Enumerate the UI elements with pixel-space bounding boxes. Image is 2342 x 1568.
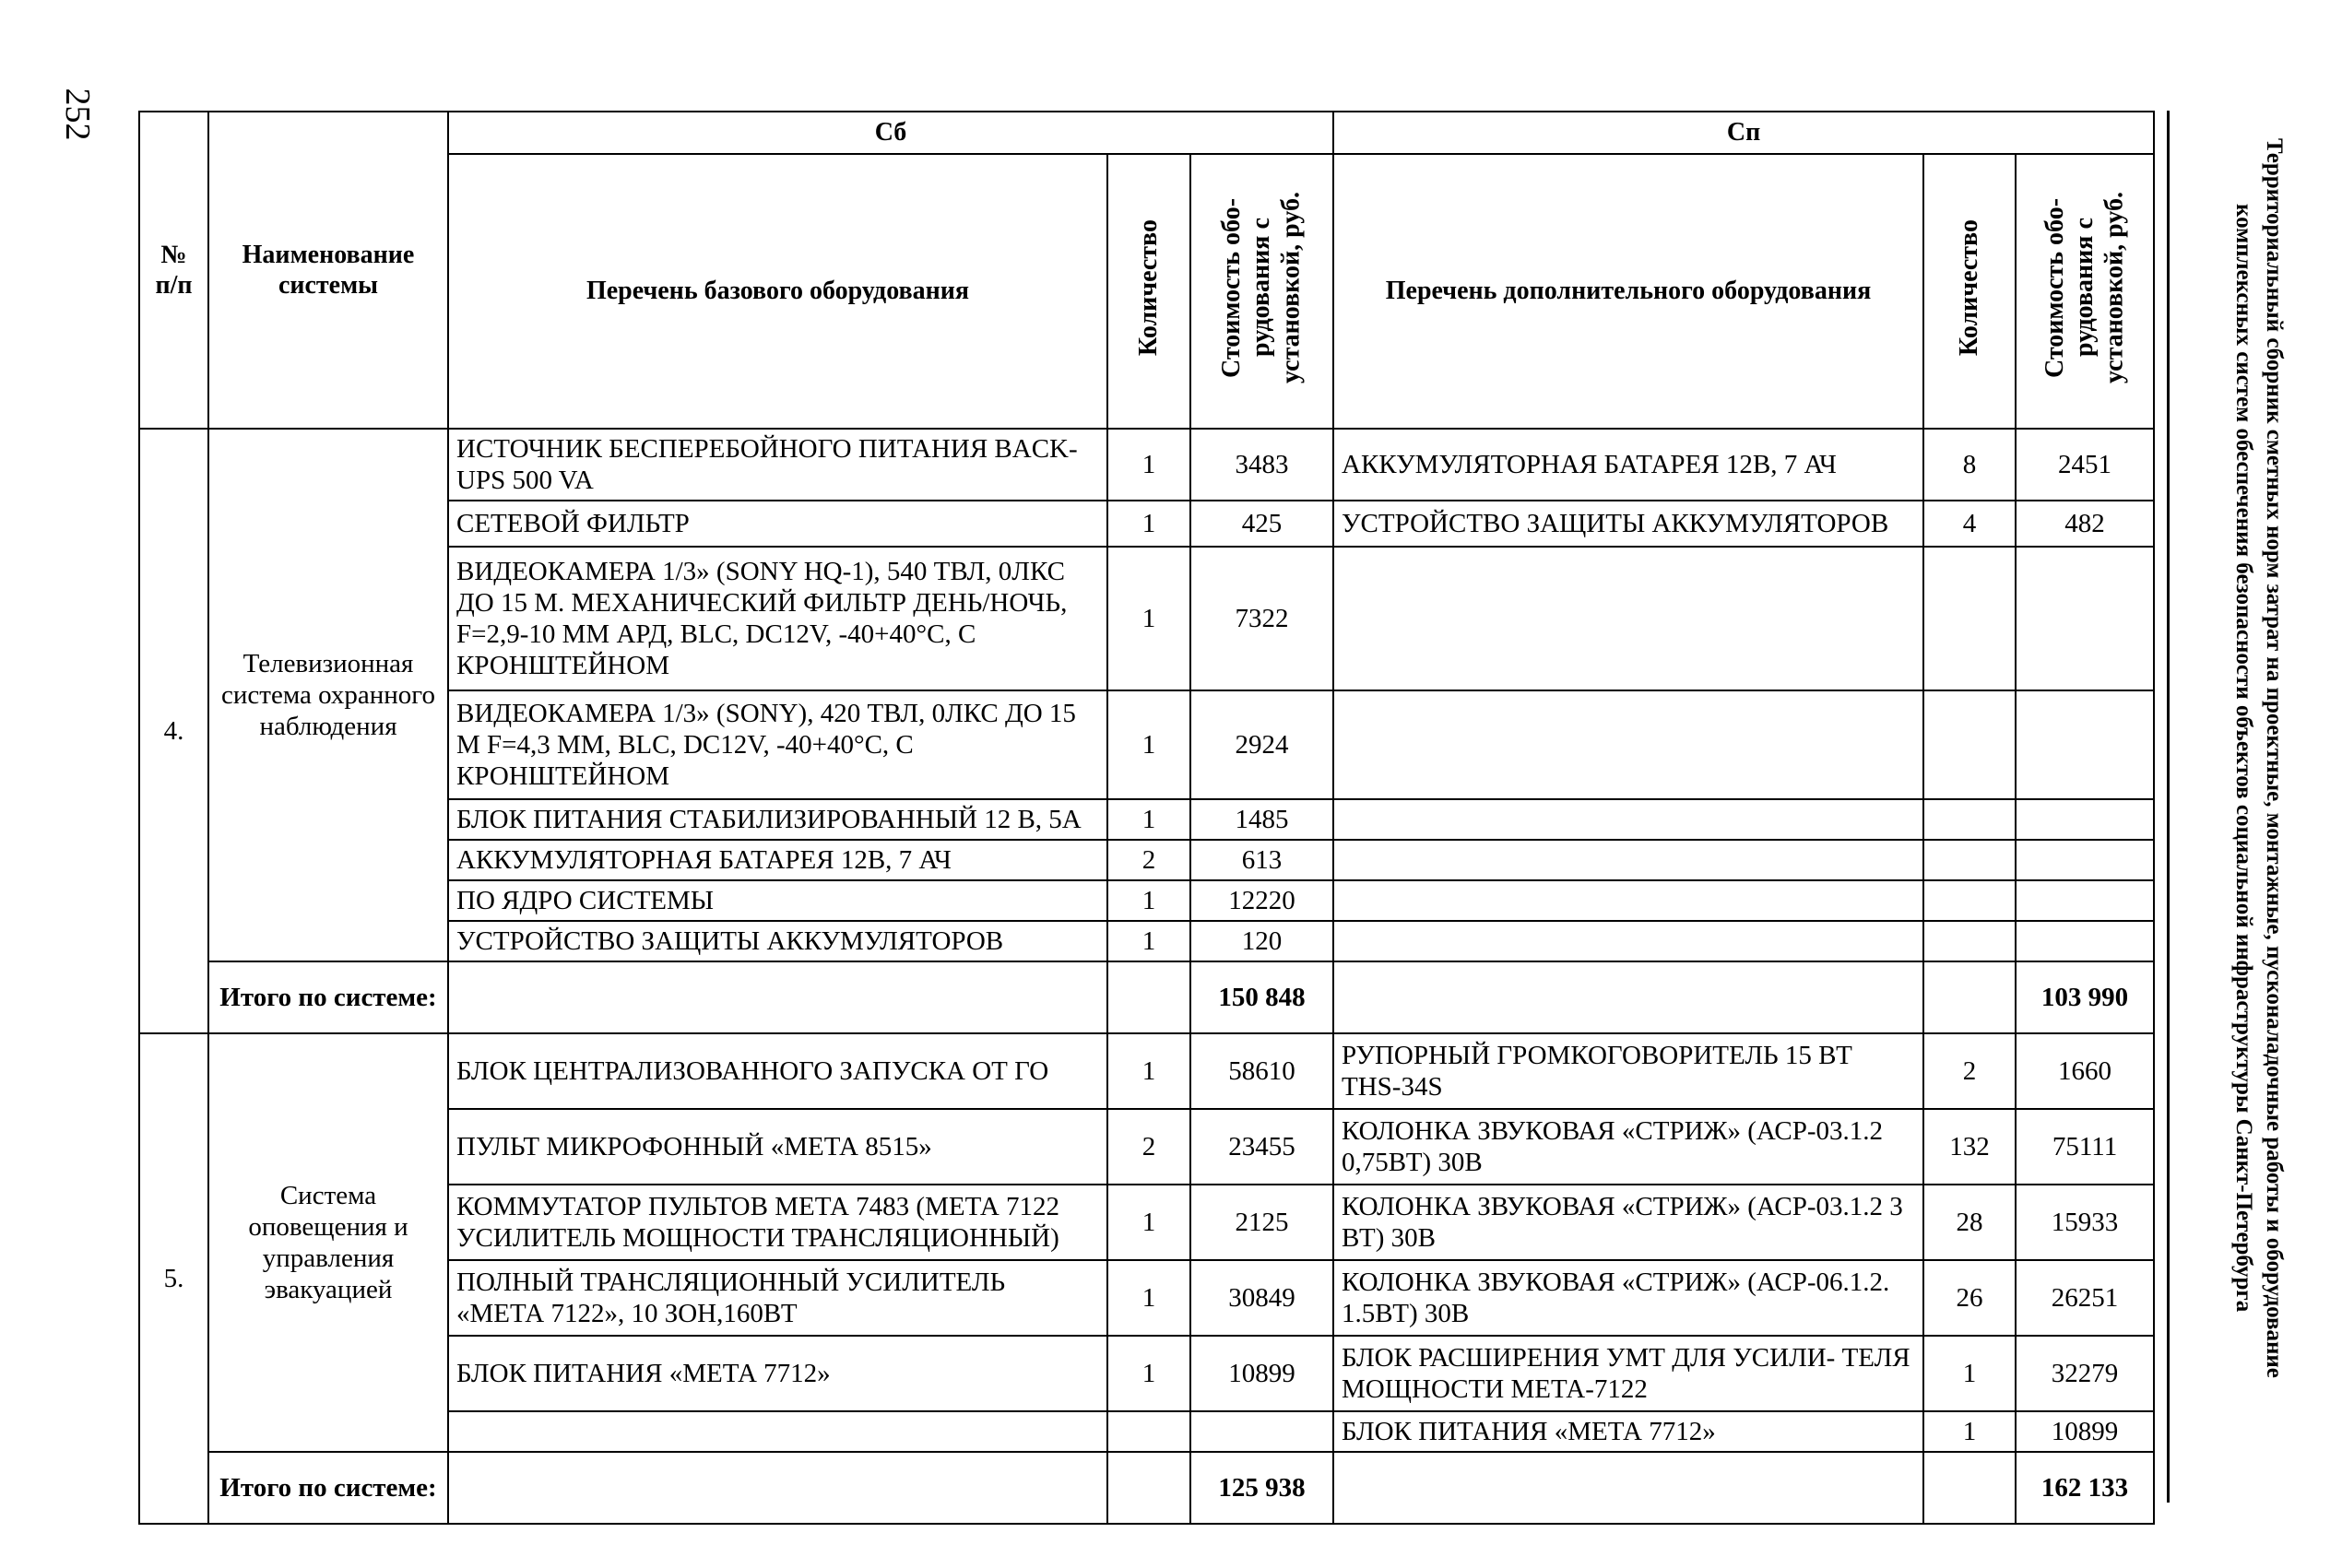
- add-equipment: АККУМУЛЯТОРНАЯ БАТАРЕЯ 12В, 7 АЧ: [1333, 429, 1923, 501]
- add-cost: [2016, 880, 2154, 921]
- add-qty: [1923, 880, 2016, 921]
- base-cost: 1485: [1190, 799, 1333, 840]
- header-cost2-text: Стоимость обо- рудования с установкой, руб.: [2040, 192, 2129, 383]
- running-title-line-1: Территориальный сборник сметных норм затрат на проектные, монтажные, пусконаладочные работы и оборудование: [2262, 137, 2287, 1378]
- add-equipment: УСТРОЙСТВО ЗАЩИТЫ АККУМУЛЯТОРОВ: [1333, 501, 1923, 547]
- total-empty: [448, 1452, 1107, 1524]
- add-qty: 1: [1923, 1336, 2016, 1411]
- header-base-list: Перечень базового оборудования: [448, 154, 1107, 429]
- add-qty: [1923, 840, 2016, 880]
- total-empty: [1923, 1452, 2016, 1524]
- add-cost: [2016, 799, 2154, 840]
- total-empty: [1333, 1452, 1923, 1524]
- base-cost: 2924: [1190, 690, 1333, 799]
- base-cost: 120: [1190, 921, 1333, 961]
- add-equipment: [1333, 547, 1923, 690]
- add-equipment: [1333, 799, 1923, 840]
- add-cost: 10899: [2016, 1411, 2154, 1452]
- total-base-cost: 125 938: [1190, 1452, 1333, 1524]
- base-equipment: СЕТЕВОЙ ФИЛЬТР: [448, 501, 1107, 547]
- base-qty: 1: [1107, 1185, 1190, 1260]
- row-num: 5.: [139, 1033, 208, 1524]
- add-equipment: КОЛОНКА ЗВУКОВАЯ «СТРИЖ» (АСР-03.1.2 0,75ВТ) 30В: [1333, 1109, 1923, 1185]
- base-equipment: БЛОК ПИТАНИЯ СТАБИЛИЗИРОВАННЫЙ 12 В, 5А: [448, 799, 1107, 840]
- header-cp: Сп: [1333, 112, 2154, 154]
- header-num: № п/п: [139, 112, 208, 429]
- base-qty: 1: [1107, 501, 1190, 547]
- add-qty: 26: [1923, 1260, 2016, 1336]
- header-cb: Сб: [448, 112, 1333, 154]
- header-cost2: [2016, 154, 2154, 429]
- header-cost-text: Стоимость обо- рудования с установкой, руб.: [1217, 192, 1306, 383]
- base-cost: 30849: [1190, 1260, 1333, 1336]
- base-cost: 10899: [1190, 1336, 1333, 1411]
- base-qty: 1: [1107, 547, 1190, 690]
- add-equipment: [1333, 880, 1923, 921]
- total-empty: [1107, 961, 1190, 1033]
- total-row: [139, 1452, 2154, 1524]
- base-qty: 1: [1107, 880, 1190, 921]
- add-equipment: КОЛОНКА ЗВУКОВАЯ «СТРИЖ» (АСР-06.1.2. 1.5ВТ) 30В: [1333, 1260, 1923, 1336]
- header-qty2: [1923, 154, 2016, 429]
- header-system-name: Наименование системы: [208, 112, 448, 429]
- total-label: Итого по системе:: [208, 961, 448, 1033]
- add-equipment: [1333, 840, 1923, 880]
- row-num: 4.: [139, 429, 208, 1033]
- title-rule: [2167, 111, 2170, 1503]
- add-cost: [2016, 690, 2154, 799]
- total-empty: [1333, 961, 1923, 1033]
- total-empty: [448, 961, 1107, 1033]
- base-qty: 1: [1107, 1336, 1190, 1411]
- add-qty: [1923, 799, 2016, 840]
- total-base-cost: 150 848: [1190, 961, 1333, 1033]
- add-equipment: БЛОК РАСШИРЕНИЯ УМТ ДЛЯ УСИЛИ- ТЕЛЯ МОЩНОСТИ МЕТА-7122: [1333, 1336, 1923, 1411]
- base-qty: 2: [1107, 1109, 1190, 1185]
- add-equipment: КОЛОНКА ЗВУКОВАЯ «СТРИЖ» (АСР-03.1.2 3 ВТ) 30В: [1333, 1185, 1923, 1260]
- base-qty: 2: [1107, 840, 1190, 880]
- add-qty: 1: [1923, 1411, 2016, 1452]
- add-qty: 2: [1923, 1033, 2016, 1109]
- base-equipment: ПО ЯДРО СИСТЕМЫ: [448, 880, 1107, 921]
- base-equipment: ПОЛНЫЙ ТРАНСЛЯЦИОННЫЙ УСИЛИТЕЛЬ «МЕТА 7122», 10 ЗОН,160ВТ: [448, 1260, 1107, 1336]
- page-number: 252: [58, 88, 97, 141]
- base-equipment: АККУМУЛЯТОРНАЯ БАТАРЕЯ 12В, 7 АЧ: [448, 840, 1107, 880]
- base-cost: [1190, 1411, 1333, 1452]
- base-equipment: БЛОК ПИТАНИЯ «МЕТА 7712»: [448, 1336, 1107, 1411]
- add-qty: [1923, 547, 2016, 690]
- base-qty: 1: [1107, 429, 1190, 501]
- total-empty: [1107, 1452, 1190, 1524]
- add-cost: [2016, 547, 2154, 690]
- base-equipment: ВИДЕОКАМЕРА 1/3» (SONY HQ-1), 540 ТВЛ, 0ЛКС ДО 15 М. МЕХАНИЧЕСКИЙ ФИЛЬТР ДЕНЬ/НОЧЬ, F=2,9-10 MM АРД, BLC, DC12V, -40+40°С, С КРОНШТЕЙНОМ: [448, 547, 1107, 690]
- add-qty: [1923, 690, 2016, 799]
- add-equipment: [1333, 690, 1923, 799]
- base-cost: 12220: [1190, 880, 1333, 921]
- add-qty: 28: [1923, 1185, 2016, 1260]
- header-cost: [1190, 154, 1333, 429]
- add-cost: [2016, 921, 2154, 961]
- total-label: Итого по системе:: [208, 1452, 448, 1524]
- table-row: [139, 429, 2154, 501]
- base-cost: 3483: [1190, 429, 1333, 501]
- base-equipment: ИСТОЧНИК БЕСПЕРЕБОЙНОГО ПИТАНИЯ BACK-UPS 500 VA: [448, 429, 1107, 501]
- document-running-title: [2229, 112, 2289, 1403]
- base-cost: 425: [1190, 501, 1333, 547]
- base-qty: 1: [1107, 690, 1190, 799]
- header-qty: [1107, 154, 1190, 429]
- add-cost: 32279: [2016, 1336, 2154, 1411]
- base-equipment: БЛОК ЦЕНТРАЛИЗОВАННОГО ЗАПУСКА ОТ ГО: [448, 1033, 1107, 1109]
- base-cost: 58610: [1190, 1033, 1333, 1109]
- add-cost: 26251: [2016, 1260, 2154, 1336]
- add-equipment: РУПОРНЫЙ ГРОМКОГОВОРИТЕЛЬ 15 ВТ THS-34S: [1333, 1033, 1923, 1109]
- base-equipment: УСТРОЙСТВО ЗАЩИТЫ АККУМУЛЯТОРОВ: [448, 921, 1107, 961]
- base-qty: 1: [1107, 921, 1190, 961]
- base-qty: [1107, 1411, 1190, 1452]
- add-qty: 4: [1923, 501, 2016, 547]
- table-row: [139, 1033, 2154, 1109]
- base-qty: 1: [1107, 1260, 1190, 1336]
- header-qty2-text: Количество: [1954, 218, 1983, 357]
- total-empty: [1923, 961, 2016, 1033]
- base-qty: 1: [1107, 1033, 1190, 1109]
- base-equipment: ПУЛЬТ МИКРОФОННЫЙ «МЕТА 8515»: [448, 1109, 1107, 1185]
- system-name: Телевизионная система охранного наблюдения: [208, 429, 448, 961]
- base-qty: 1: [1107, 799, 1190, 840]
- base-cost: 2125: [1190, 1185, 1333, 1260]
- base-equipment: [448, 1411, 1107, 1452]
- add-cost: 482: [2016, 501, 2154, 547]
- base-equipment: КОММУТАТОР ПУЛЬТОВ МЕТА 7483 (МЕТА 7122 УСИЛИТЕЛЬ МОЩНОСТИ ТРАНСЛЯЦИОННЫЙ): [448, 1185, 1107, 1260]
- base-cost: 613: [1190, 840, 1333, 880]
- add-cost: 15933: [2016, 1185, 2154, 1260]
- system-name: Система оповещения и управления эвакуацией: [208, 1033, 448, 1452]
- base-cost: 7322: [1190, 547, 1333, 690]
- add-equipment: [1333, 921, 1923, 961]
- base-cost: 23455: [1190, 1109, 1333, 1185]
- total-add-cost: 162 133: [2016, 1452, 2154, 1524]
- equipment-cost-table: [138, 111, 2155, 1525]
- total-row: [139, 961, 2154, 1033]
- add-cost: [2016, 840, 2154, 880]
- running-title-line-2: комплексных систем обеспечения безопасности объектов социальной инфраструктуры Санкт-Петербурга: [2231, 203, 2256, 1313]
- total-add-cost: 103 990: [2016, 961, 2154, 1033]
- add-cost: 1660: [2016, 1033, 2154, 1109]
- add-qty: [1923, 921, 2016, 961]
- add-qty: 8: [1923, 429, 2016, 501]
- add-qty: 132: [1923, 1109, 2016, 1185]
- base-equipment: ВИДЕОКАМЕРА 1/3» (SONY), 420 ТВЛ, 0ЛКС ДО 15 М F=4,3 MM, BLC, DC12V, -40+40°С, С КРОНШТЕЙНОМ: [448, 690, 1107, 799]
- add-cost: 2451: [2016, 429, 2154, 501]
- header-qty-text: Количество: [1133, 218, 1163, 357]
- add-cost: 75111: [2016, 1109, 2154, 1185]
- add-equipment: БЛОК ПИТАНИЯ «МЕТА 7712»: [1333, 1411, 1923, 1452]
- header-add-list: Перечень дополнительного оборудования: [1333, 154, 1923, 429]
